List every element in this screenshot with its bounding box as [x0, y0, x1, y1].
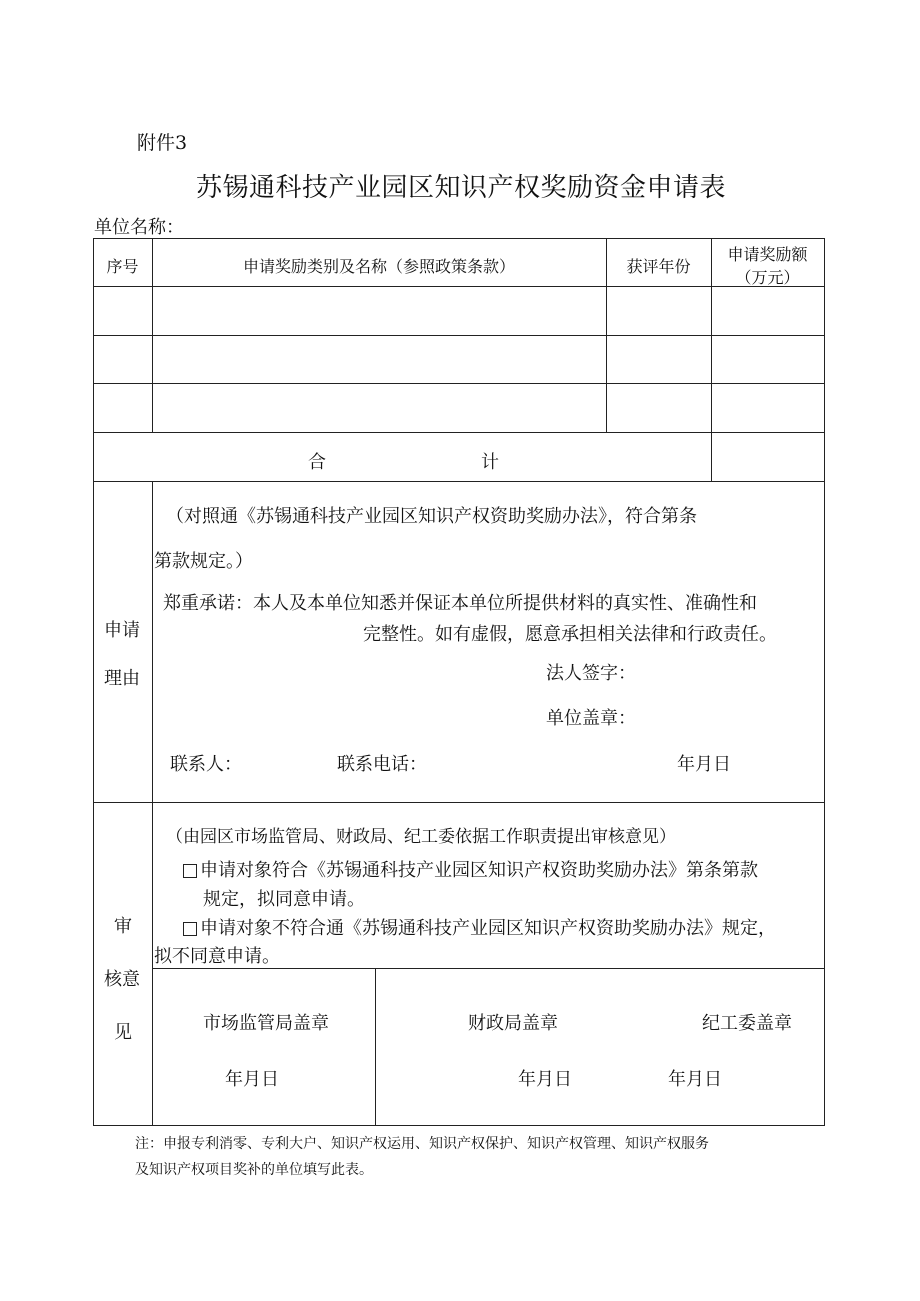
header-amount-line1: 申请奖励额 — [727, 245, 808, 264]
header-category: 申请奖励类别及名称（参照政策条款） — [242, 257, 515, 276]
reason-policy-ref-line2: 第款规定。） — [154, 551, 253, 572]
footnote-line1: 注：申报专利消零、专利大户、知识产权运用、知识产权保护、知识产权管理、知识产权服务 — [135, 1136, 709, 1152]
review-option-reject — [183, 914, 776, 940]
row-category-cell[interactable] — [153, 384, 606, 431]
reason-pledge-line2: 完整性。如有虚假，愿意承担相关法律和行政责任。 — [363, 624, 777, 645]
contact-person-label: 联系人： — [170, 754, 242, 775]
contact-phone-label: 联系电话： — [337, 754, 427, 775]
row-category-cell[interactable] — [153, 287, 606, 334]
row-amount-cell[interactable] — [712, 336, 824, 382]
review-intro: （由园区市场监管局、财政局、纪工委依据工作职责提出审核意见） — [166, 827, 676, 847]
row-seq-cell[interactable] — [94, 384, 152, 431]
header-year: 获评年份 — [626, 257, 691, 276]
review-label-line3: 见 — [114, 1022, 132, 1043]
row-amount-cell[interactable] — [712, 384, 824, 431]
total-value-cell[interactable] — [712, 433, 824, 480]
reject-text-line1: 申请对象不符合通《苏锡通科技产业园区知识产权资助奖励办法》规定， — [200, 918, 776, 939]
discipline-committee-date: 年月日 — [668, 1069, 722, 1090]
agree-text-line2: 规定，拟同意申请。 — [203, 889, 365, 910]
review-label-line1: 审 — [114, 916, 132, 937]
legal-signature-label: 法人签字： — [546, 663, 636, 684]
total-label-1: 合 — [308, 452, 326, 473]
reason-policy-ref-line1: （对照通《苏锡通科技产业园区知识产权资助奖励办法》，符合第条 — [166, 506, 697, 527]
market-supervision-date: 年月日 — [225, 1069, 279, 1090]
reason-label-line1: 申请 — [104, 620, 140, 641]
reject-checkbox[interactable] — [183, 922, 197, 936]
agree-checkbox[interactable] — [183, 864, 197, 878]
finance-bureau-date: 年月日 — [518, 1069, 572, 1090]
market-supervision-seal-label: 市场监管局盖章 — [203, 1013, 329, 1034]
row-year-cell[interactable] — [607, 384, 711, 431]
reason-date-label: 年月日 — [677, 754, 731, 775]
reason-label-line2: 理由 — [104, 668, 140, 689]
attachment-label: 附件3 — [137, 132, 188, 154]
finance-bureau-seal-label: 财政局盖章 — [468, 1013, 558, 1034]
discipline-committee-seal-label: 纪工委盖章 — [702, 1013, 792, 1034]
header-amount-line2: （万元） — [735, 268, 800, 287]
total-label-2: 计 — [481, 452, 499, 473]
reason-pledge-line1: 郑重承诺：本人及本单位知悉并保证本单位所提供材料的真实性、准确性和 — [163, 593, 757, 614]
row-seq-cell[interactable] — [94, 336, 152, 382]
row-amount-cell[interactable] — [712, 287, 824, 334]
agree-text-line1: 申请对象符合《苏锡通科技产业园区知识产权资助奖励办法》第条第款 — [200, 860, 758, 881]
row-category-cell[interactable] — [153, 336, 606, 382]
page-title: 苏锡通科技产业园区知识产权奖励资金申请表 — [196, 173, 727, 203]
footnote-line2: 及知识产权项目奖补的单位填写此表。 — [135, 1162, 373, 1178]
review-option-agree — [183, 856, 758, 882]
row-year-cell[interactable] — [607, 287, 711, 334]
row-year-cell[interactable] — [607, 336, 711, 382]
reject-text-line2: 拟不同意申请。 — [154, 946, 280, 967]
review-label-line2: 核意 — [104, 969, 140, 990]
unit-name-label: 单位名称： — [94, 217, 184, 238]
unit-seal-label: 单位盖章： — [546, 708, 636, 729]
row-seq-cell[interactable] — [94, 287, 152, 334]
header-seq: 序号 — [106, 257, 139, 276]
